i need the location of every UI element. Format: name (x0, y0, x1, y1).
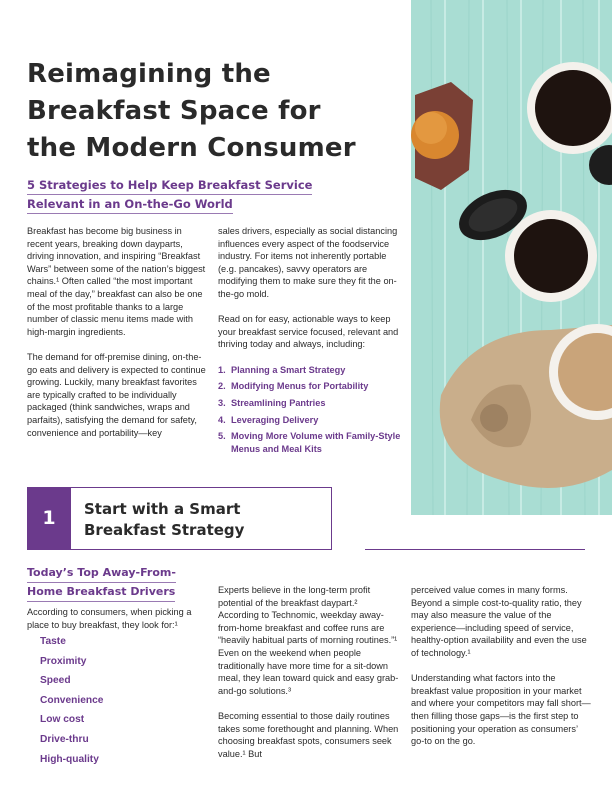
drivers-heading-line-1: Today’s Top Away-From- (27, 564, 176, 583)
strategy-list (218, 364, 404, 455)
driver-item: High-quality (40, 753, 99, 765)
strategy-item (218, 364, 404, 376)
subtitle-line-2: Relevant in an On-the-Go World (27, 195, 233, 214)
driver-item: Proximity (40, 655, 87, 667)
strategy-label: Modifying Menus for Portability (231, 381, 369, 392)
strategy-label: Planning a Smart Strategy (231, 364, 346, 375)
strategy-item (218, 397, 404, 409)
strategy-label: Moving More Volume with Family-Style Menus and Meal Kits (231, 431, 401, 454)
strategy-number: 1. (218, 364, 226, 375)
intro-paragraph: Read on for easy, actionable ways to keep your breakfast service focused, relevant and thriving today and always, including: (218, 314, 399, 350)
strategy-number: 2. (218, 381, 226, 392)
divider (365, 549, 585, 550)
strategy-label: Leveraging Delivery (231, 414, 319, 425)
body-column-3 (411, 584, 591, 760)
body-column-2 (218, 584, 400, 773)
strategy-number: 3. (218, 397, 226, 408)
intro-column-2 (218, 225, 404, 459)
drivers-heading (27, 564, 207, 602)
section-title-line-1: Start with a Smart (84, 500, 241, 518)
coffee-photo-illustration (411, 0, 612, 515)
strategy-label: Streamlining Pantries (231, 397, 326, 408)
drivers-intro-text: According to consumers, when picking a place to buy breakfast, they look for:¹ (27, 607, 192, 630)
driver-item: Low cost (40, 714, 85, 726)
strategy-number: 4. (218, 414, 226, 425)
title-line-1: Reimagining the (27, 59, 271, 89)
drivers-heading-line-2: Home Breakfast Drivers (27, 583, 175, 602)
intro-column-1 (27, 225, 207, 452)
driver-item: Drive-thru (40, 733, 89, 745)
coffee-photo (411, 0, 612, 515)
page-subtitle (27, 176, 317, 214)
strategy-item (218, 414, 404, 426)
intro-paragraph: Breakfast has become big business in recent years, breaking down dayparts, driving innovation, and inspiring “Breakfast Wars” between some of the nation’s biggest chains.¹ Often called “the most important meal of the day,” breakfast can also be one of the most profitable thanks to a large number of classic menu items made with high-margin ingredients. (27, 226, 206, 337)
body-paragraph: perceived value comes in many forms. Beyond a simple cost-to-quality ratio, they may also measure the value of the experience—including speed of service, healthy-option availability and even the use of technology.¹ (411, 585, 587, 658)
body-paragraph: Understanding what factors into the breakfast value proposition in your market and where your competitors may fall short—then filling those gaps—is the first step to positioning your operation as consumers’ go-to on the go. (411, 673, 591, 747)
section-title-line-2: Breakfast Strategy (84, 521, 245, 539)
title-line-2: Breakfast Space for (27, 96, 321, 126)
page-title (27, 56, 397, 167)
driver-item: Convenience (40, 694, 104, 706)
title-line-3: the Modern Consumer (27, 133, 356, 163)
body-paragraph: Becoming essential to those daily routines takes some forethought and planning. When choosing breakfast spots, consumers seek value.¹ But (218, 710, 399, 759)
strategy-item (218, 430, 404, 454)
strategy-item (218, 380, 404, 392)
driver-item: Taste (40, 636, 66, 647)
subtitle-line-1: 5 Strategies to Help Keep Breakfast Service (27, 176, 312, 195)
intro-paragraph: sales drivers, especially as social distancing influences every aspect of the foodservice industry. For items not inherently portable (e.g. pancakes), savvy operators are modifying them to make sure they fit the on-the-go mold. (218, 226, 398, 299)
drivers-list (40, 632, 103, 769)
strategy-number: 5. (218, 431, 226, 442)
intro-paragraph: The demand for off-premise dining, on-the-go eats and delivery is expected to continue growing. Luckily, many breakfast favorites are typically crafted to be individually packaged (think sandwiches, wraps and parfaits), satisfying the demand for safety, convenience and portability—key (27, 351, 206, 438)
body-paragraph: Experts believe in the long-term profit potential of the breakfast daypart.² According to Technomic, weekday away-from-home breakfast and coffee runs are “heavily habitual parts of morning routines.”¹ Even on the weekend when people traditionally have more time for a sit-down meal, they lean toward quick and easy grab-and-go solutions.³ (218, 585, 399, 696)
section-title (84, 499, 244, 541)
driver-item: Speed (40, 675, 71, 687)
section-number: 1 (27, 487, 71, 550)
